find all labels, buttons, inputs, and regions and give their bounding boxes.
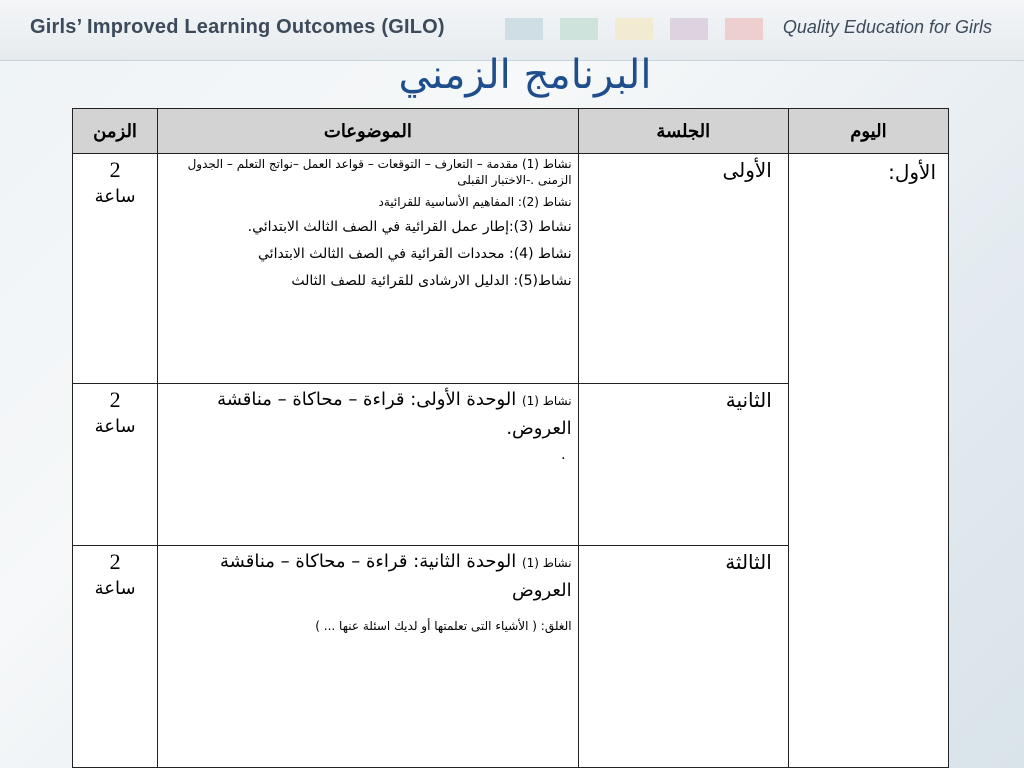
topics-cell (158, 546, 578, 768)
activity-label: نشاط (1) (521, 556, 572, 570)
schedule-table (72, 108, 949, 768)
color-swatch-5 (725, 18, 763, 40)
time-unit: ساعة (94, 416, 136, 437)
table-row (73, 154, 949, 384)
session-cell: الثالثة (578, 546, 788, 768)
organization-title: Girls’ Improved Learning Outcomes (GILO) (30, 16, 445, 38)
activity-item (162, 548, 571, 604)
color-swatch-1 (505, 18, 543, 40)
header-time: الزمن (73, 109, 158, 154)
header-topics: الموضوعات (158, 109, 578, 154)
color-swatch-4 (670, 18, 708, 40)
tagline: Quality Education for Girls (782, 17, 992, 37)
session-cell: الأولى (578, 154, 788, 384)
topics-cell (158, 384, 578, 546)
closing-activity: الغلق: ( الأشياء التى تعلمتها أو لديك اسئلة عنها ... ) (315, 619, 572, 633)
time-cell (73, 546, 158, 768)
time-cell (73, 384, 158, 546)
time-unit: ساعة (94, 578, 136, 599)
time-cell (73, 154, 158, 384)
day-cell: الأول: (788, 154, 948, 768)
activity-item: نشاط (1) مقدمة – التعارف – التوقعات – قواعد العمل –نواتج التعلم – الجدول الزمنى .-الاختبار القبلى (187, 157, 572, 187)
time-number: 2 (109, 387, 121, 412)
activity-item (162, 386, 571, 442)
trailing-dot: . (561, 447, 566, 463)
topics-cell (158, 154, 578, 384)
activity-text: الوحدة الثانية: قراءة – محاكاة – مناقشة العروض (220, 551, 572, 601)
activity-item: نشاط (2): المفاهيم الأساسية للقرائيةد (378, 195, 572, 209)
time-number: 2 (109, 157, 121, 182)
time-number: 2 (109, 549, 121, 574)
header-session: الجلسة (578, 109, 788, 154)
activity-item: نشاط(5): الدليل الارشادى للقرائية للصف الثالث (291, 273, 572, 289)
header-day: اليوم (788, 109, 948, 154)
color-swatch-3 (615, 18, 653, 40)
session-cell: الثانية (578, 384, 788, 546)
page-title: البرنامج الزمني (398, 52, 652, 98)
time-unit: ساعة (94, 186, 136, 207)
table-header-row (73, 109, 949, 154)
activity-text: الوحدة الأولى: قراءة – محاكاة – مناقشة العروض. (217, 389, 572, 439)
color-swatch-2 (560, 18, 598, 40)
activity-label: نشاط (1) (521, 394, 572, 408)
activity-item: نشاط (3):إطار عمل القرائية في الصف الثالث الابتدائي. (247, 219, 572, 235)
activity-item: نشاط (4): محددات القرائية في الصف الثالث الابتدائي (258, 246, 572, 262)
